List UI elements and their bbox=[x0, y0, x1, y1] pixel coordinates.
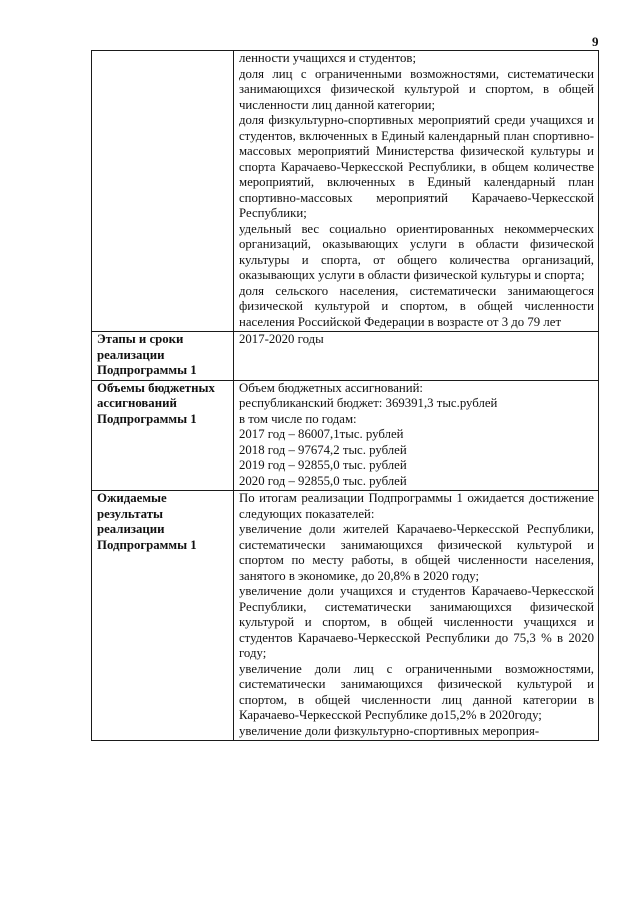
row-value-results bbox=[234, 491, 599, 741]
row-label-budget: Объемы бюджетных ассигнований Подпрограммы 1 bbox=[92, 380, 234, 491]
table-row bbox=[92, 380, 599, 491]
row-value bbox=[234, 51, 599, 332]
row-value-text: Объем бюджетных ассигнований: республиканский бюджет: 369391,3 тыс.рублей в том числе по годам: 2017 год – 86007,1тыс. рублей 2018 год – 97674,2 тыс. рублей 2019 год – 92855,0 тыс. рублей 2020 год – 92855,0 тыс. рублей bbox=[239, 380, 498, 488]
table-row bbox=[92, 491, 599, 741]
row-label-results: Ожидаемые результаты реализации Подпрограммы 1 bbox=[92, 491, 234, 741]
row-value-stages bbox=[234, 332, 599, 381]
row-value-text: По итогам реализации Подпрограммы 1 ожидается достижение следующих показателей: увеличение доли жителей Карачаево-Черкесской Республики, систематически занимающихся физической культурой и спортом по месту работы, в общей численности населения, занятого в экономике, до 20,8% в 2020 году; увеличение доли учащихся и студентов Карачаево-Черкесской Республики, систематически занимающихся физической культурой и спортом, в общей численности учащихся и студентов Карачаево-Черкесской Республики до 75,3 % в 2020 году; увеличение доли лиц с ограниченными возможностями, систематически занимающихся физической культурой и спортом, в общей численности лиц данной категории в Карачаево-Черкесской Республике до15,2% в 2020году; увеличение доли физкультурно-спортивных мероприя- bbox=[239, 491, 594, 738]
row-value-text: ленности учащихся и студентов; доля лиц с ограниченными возможностями, систематически занимающихся физической культурой и спортом, в общей численности лиц данной категории; доля физкультурно-спортивных мероприятий среди учащихся и студентов, включенных в Единый календарный план спортивно-массовых мероприятий Министерства физической культуры и спорта Карачаево-Черкесской Республики, в общем количестве мероприятий, включенных в Единый календарный план спортивно-массовых мероприятий Карачаево-Черкесской Республики; удельный вес социально ориентированных некоммерческих организаций, оказывающих услуги в области физической культуры и спорта, от общего количества организаций, оказывающих услуги в области физической культуры и спорта; доля сельского населения, систематически занимающегося физической культурой и спортом, в общей численности населения Российской Федерации в возрасте от 3 до 79 лет bbox=[239, 51, 594, 329]
program-passport-table bbox=[91, 50, 599, 741]
table-row bbox=[92, 51, 599, 332]
row-value-budget bbox=[234, 380, 599, 491]
row-label bbox=[92, 51, 234, 332]
row-label-stages: Этапы и сроки реализации Подпрограммы 1 bbox=[92, 332, 234, 381]
row-value-text: 2017-2020 годы bbox=[239, 332, 324, 346]
table-row bbox=[92, 332, 599, 381]
page-number: 9 bbox=[592, 34, 599, 49]
